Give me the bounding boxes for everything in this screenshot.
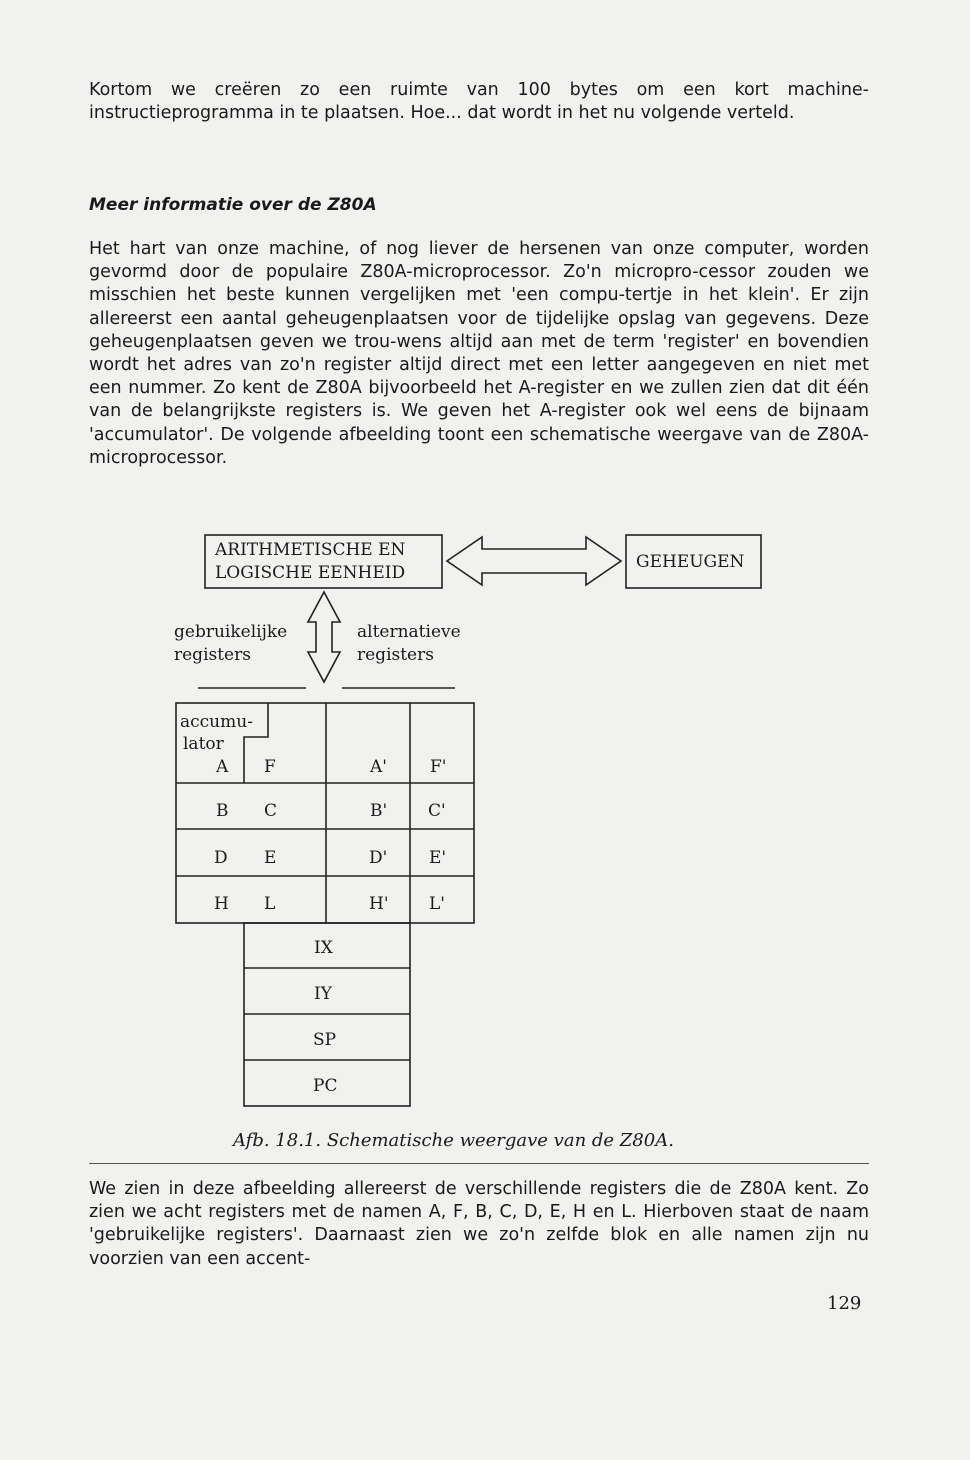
section-heading: Meer informatie over de Z80A bbox=[89, 195, 377, 215]
register-E: E bbox=[264, 848, 277, 868]
register-F: F bbox=[264, 757, 276, 777]
left-label-line2: registers bbox=[174, 645, 251, 665]
register-PC: PC bbox=[313, 1076, 338, 1096]
alu-label-line1: ARITHMETISCHE EN bbox=[215, 540, 406, 560]
register-L-alt: L' bbox=[429, 894, 445, 914]
left-label-line1: gebruikelijke bbox=[174, 622, 288, 642]
alu-label-line2: LOGISCHE EENHEID bbox=[215, 563, 406, 583]
register-C: C bbox=[264, 801, 278, 821]
page-number: 129 bbox=[827, 1293, 862, 1314]
closing-paragraph: We zien in deze afbeelding allereerst de verschillende registers die de Z80A kent. Zo zien we acht registers met de namen A, F, B, C, D, E, H en L. Hierboven staat de naam 'gebruikelijke registers'. Daarnaast zien we zo'n zelfde blok en alle namen zijn nu voorzien van een accent- bbox=[89, 1179, 869, 1269]
register-D-alt: D' bbox=[369, 848, 388, 868]
register-H-alt: H' bbox=[369, 894, 389, 914]
register-IY: IY bbox=[314, 984, 332, 1004]
register-D: D bbox=[214, 848, 228, 868]
register-F-alt: F' bbox=[430, 757, 447, 777]
intro-paragraph: Kortom we creëren zo een ruimte van 100 bytes om een kort machine-instructieprogramma in te plaatsen. Hoe... dat wordt in het nu volgende verteld. bbox=[89, 80, 869, 124]
right-label-line1: alternatieve bbox=[357, 622, 461, 642]
register-L: L bbox=[264, 894, 276, 914]
register-A-alt: A' bbox=[370, 757, 387, 777]
caption-rule bbox=[89, 1163, 869, 1164]
right-label-line2: registers bbox=[357, 645, 434, 665]
double-arrow-horizontal bbox=[447, 537, 621, 585]
accumulator-label-line1: accumu- bbox=[180, 712, 253, 732]
register-IX: IX bbox=[314, 938, 333, 958]
register-B: B bbox=[216, 801, 229, 821]
accumulator-label-line2: lator bbox=[183, 734, 224, 754]
figure-caption: Afb. 18.1. Schematische weergave van de Z80A. bbox=[233, 1130, 674, 1151]
memory-label: GEHEUGEN bbox=[636, 552, 745, 572]
register-H: H bbox=[214, 894, 229, 914]
body-paragraph: Het hart van onze machine, of nog liever de hersenen van onze computer, worden gevormd door de populaire Z80A-microprocessor. Zo'n micropro-cessor zouden we misschien het beste kunnen vergelijken met 'een compu-tertje in het klein'. Er zijn allereerst een aantal geheugenplaatsen voor de tijdelijke opslag van gegevens. Deze geheugenplaatsen geven we trou-wens altijd aan met de term 'register' en bovendien wordt het adres van zo'n register altijd direct met een letter aangegeven en niet met een nummer. Zo kent de Z80A bijvoorbeeld het A-register en we zullen zien dat dit één van de belangrijkste registers is. We geven het A-register ook wel eens de bijnaam 'accumulator'. De volgende afbeelding toont een schematische weergave van de Z80A-microprocessor. bbox=[89, 239, 869, 468]
double-arrow-vertical bbox=[308, 592, 340, 682]
register-SP: SP bbox=[313, 1030, 337, 1050]
register-B-alt: B' bbox=[370, 801, 388, 821]
register-A: A bbox=[216, 757, 229, 777]
register-C-alt: C' bbox=[428, 801, 446, 821]
register-E-alt: E' bbox=[429, 848, 447, 868]
